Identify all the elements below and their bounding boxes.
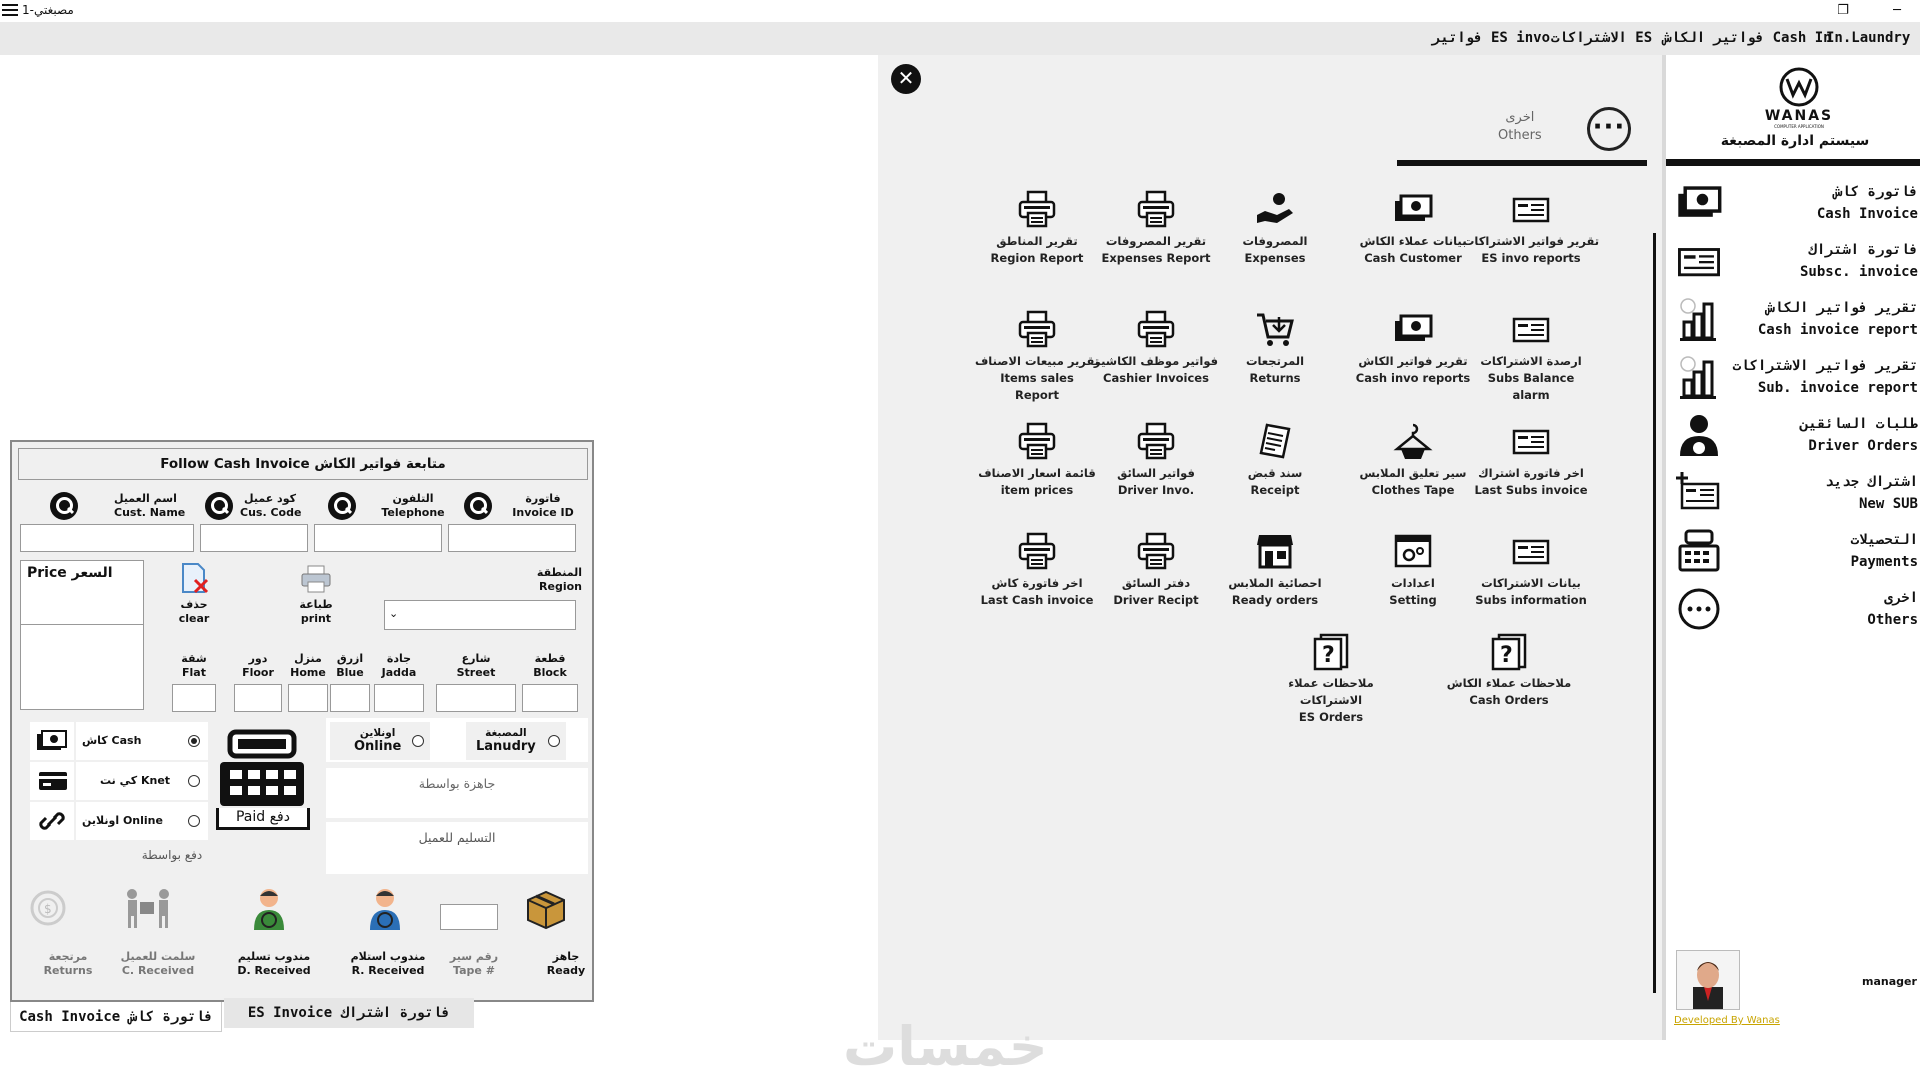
search-header (18, 484, 588, 498)
tile-label-ar: اعدادات (1391, 576, 1435, 590)
avatar (1676, 950, 1740, 1010)
paid-label: Paid دفع (216, 808, 310, 830)
tile-label-en: Receipt (1250, 483, 1300, 497)
price-label: Price السعر (21, 561, 143, 625)
tile-label-en: Expenses Report (1101, 251, 1211, 265)
restore-button[interactable]: ❐ (1837, 3, 1849, 18)
sidebar-item-label (1800, 239, 1918, 283)
address-label-en: Blue (336, 666, 364, 679)
search-invoice-icon[interactable] (464, 492, 492, 520)
sidebar-item-label-en: Payments (1850, 554, 1918, 570)
delete-icon[interactable] (180, 562, 210, 594)
panel-divider (1653, 233, 1656, 993)
tab-es-invoice[interactable]: ES Invoice فاتورة اشتراك (224, 998, 474, 1028)
sidebar (1662, 55, 1920, 1040)
sidebar-item-label (1851, 529, 1918, 573)
address-label-ar: جادة (386, 652, 412, 665)
tile-label-en: Cash Orders (1469, 693, 1549, 707)
others-label-en: Others (1498, 128, 1542, 143)
invoice-id-label (508, 492, 578, 520)
tile-cash-customer[interactable] (1338, 185, 1488, 267)
delivery-box: التسليم للعميل (326, 822, 588, 874)
tile-label-ar: بيانات الاشتراكات (1481, 576, 1581, 590)
cash-icon (1338, 305, 1488, 349)
user-avatar-icon (1677, 951, 1739, 1009)
tile-label-en: Ready orders (1231, 593, 1319, 607)
tile-label-en: Setting (1389, 593, 1437, 607)
sidebar-item-label-en: New SUB (1858, 496, 1918, 512)
tile-cash-invo-reports[interactable] (1338, 305, 1488, 387)
address-label-flat (172, 652, 216, 680)
svg-text:?: ? (1322, 643, 1335, 668)
chart-icon (1676, 296, 1722, 342)
price-box (20, 560, 144, 710)
status-label-en: D. Received (237, 964, 311, 977)
sidebar-item-label-en: Driver Orders (1808, 438, 1918, 454)
search-telephone-icon[interactable] (328, 492, 356, 520)
sidebar-item-label-en: Sub. invoice report (1757, 380, 1918, 396)
cash-register-icon (212, 728, 312, 808)
tile-label-en2: Report (1015, 388, 1059, 402)
printer-icon (962, 417, 1112, 461)
sidebar-item-payments[interactable] (1676, 525, 1918, 577)
laundry-channel-ar: المصبغة (485, 727, 527, 739)
tile-label-en: Driver Invo. (1117, 483, 1195, 497)
tile-region-report[interactable] (962, 185, 1112, 267)
status-label-en: Ready (546, 964, 586, 977)
tile-label-en: Cash invo reports (1355, 371, 1471, 385)
telephone-input[interactable] (314, 524, 442, 552)
sidebar-item-label-en: Cash Invoice (1816, 206, 1918, 222)
cust-name-label (114, 492, 186, 520)
laundry-channel-radio[interactable] (548, 735, 560, 747)
sidebar-item-label (1733, 355, 1918, 399)
question-icon (1434, 627, 1584, 671)
wanas-logo-icon (1777, 65, 1821, 109)
laundry-channel-option[interactable] (466, 722, 566, 760)
sidebar-item-driver-orders[interactable] (1676, 409, 1918, 461)
question-icon (1256, 627, 1406, 671)
printer-icon (962, 305, 1112, 349)
cust-name-label-en: Cust. Name (114, 506, 186, 519)
tile-label-en: Cashier Invoices (1103, 371, 1209, 385)
returns-icon[interactable] (28, 888, 68, 928)
tile-label-en: Subs Balance (1487, 371, 1575, 385)
person-icon (1676, 412, 1722, 458)
logo-subtext: COMPUTER APPLICATION (1774, 124, 1824, 129)
follow-cash-invoice-form (10, 440, 594, 1002)
tile-label-ar: فواتير السائق (1117, 466, 1195, 480)
sidebar-item-label (1758, 297, 1918, 341)
tile-label-en: Cash Customer (1364, 251, 1462, 265)
tile-label-en: Clothes Tape (1371, 483, 1455, 497)
ready-by-box: جاهزة بواسطة (326, 768, 588, 818)
user-name: manager (1862, 975, 1917, 988)
sidebar-item-cash-invoice-report[interactable] (1676, 293, 1918, 345)
dots-icon[interactable]: ··· (1587, 107, 1631, 151)
address-label-street (436, 652, 516, 680)
tile-label-en: ES invo reports (1481, 251, 1581, 265)
sidebar-item-label-en: Cash invoice report (1757, 322, 1918, 338)
region-label (522, 566, 582, 594)
nav-cash-invoices[interactable]: فواتير الكاش Cash In (1663, 30, 1832, 46)
cash-radio[interactable] (188, 735, 200, 747)
tile-label-ar: تقرير فواتير الكاش (1358, 354, 1468, 368)
sidebar-item-label-ar: التحصيلات (1850, 532, 1918, 548)
invoice-id-input[interactable] (448, 524, 576, 552)
status-label-ar: سلمت للعميل (120, 950, 196, 963)
watermark: خمسات (843, 1015, 1048, 1078)
delivery-driver-icon[interactable] (250, 886, 288, 930)
status-label-en: R. Received (351, 964, 425, 977)
tile-cash-orders[interactable] (1434, 627, 1584, 709)
knet-radio[interactable] (188, 775, 200, 787)
tape-number-input[interactable] (440, 904, 498, 930)
address-label-en: Street (456, 666, 496, 679)
region-label-ar: المنطقة (536, 566, 582, 579)
form-title: Follow Cash Invoice متابعة فواتير الكاش (18, 448, 588, 480)
customer-received-icon[interactable] (122, 886, 174, 930)
tile-label-ar: احصائية الملابس (1228, 576, 1322, 590)
sidebar-item-label-ar: تقرير فواتير الاشتراكات (1732, 358, 1918, 374)
status-label-d-received (232, 950, 316, 978)
address-label-en: Home (290, 666, 326, 679)
tile-label-ar: تقرير المناطق (996, 234, 1078, 248)
tile-label-ar: بيانات عملاء الكاش (1359, 234, 1467, 248)
sidebar-item-label-ar: طلبات السائقين (1799, 416, 1918, 432)
tile-label-ar: سند قبض (1247, 466, 1303, 480)
tile-clothes-tape[interactable] (1338, 417, 1488, 499)
sidebar-item-label-ar: تقرير فواتير الكاش (1766, 300, 1918, 316)
others-label-ar: اخرى (1505, 110, 1535, 125)
close-icon[interactable]: ✕ (891, 64, 921, 94)
cash-option[interactable] (76, 722, 208, 760)
tile-item-prices[interactable] (962, 417, 1112, 499)
cust-name-input[interactable] (20, 524, 194, 552)
cash-icon (1676, 180, 1722, 226)
chart-icon (1676, 354, 1722, 400)
address-label-en: Jadda (381, 666, 417, 679)
cus-code-label (240, 492, 300, 520)
tile-label-ar: دفتر السائق (1121, 576, 1191, 590)
svg-text:?: ? (1500, 643, 1513, 668)
nav-in-laundry[interactable]: In.Laundry (1826, 30, 1911, 46)
status-label-en: C. Received (121, 964, 195, 977)
region-label-en: Region (539, 580, 582, 593)
status-label-en: Tape # (453, 964, 495, 977)
status-label-en: Returns (43, 964, 93, 977)
logo-text: WANAS (1764, 108, 1834, 124)
developed-by-link[interactable]: Developed By Wanas (1674, 1015, 1780, 1026)
address-input-home[interactable] (288, 684, 328, 712)
card-icon (1676, 238, 1722, 284)
tile-items-sales[interactable] (962, 305, 1112, 404)
cash-icon (1338, 185, 1488, 229)
others-panel (843, 55, 1662, 1078)
tile-label-ar: سير تعليق الملابس (1359, 466, 1467, 480)
tile-label-ar: ارصدة الاشتراكات (1480, 354, 1582, 368)
top-nav (0, 22, 1920, 55)
region-select[interactable] (384, 600, 576, 630)
sidebar-item-label-ar: فاتورة كاش (1833, 184, 1918, 200)
print-icon[interactable] (300, 564, 332, 594)
tile-label-ar: تقرير المصروفات (1105, 234, 1207, 248)
sidebar-item-label (1825, 471, 1918, 515)
others-underline (1397, 160, 1647, 166)
online-channel-ar: اونلاين (359, 727, 396, 739)
tile-label-en: ES Orders (1298, 710, 1364, 724)
address-label-home (288, 652, 328, 680)
online-option-label: اونلاين Online (82, 814, 163, 827)
online-channel-radio[interactable] (412, 735, 424, 747)
sidebar-item-cash-invoice[interactable] (1676, 177, 1918, 229)
sidebar-item-others[interactable] (1676, 583, 1918, 635)
sidebar-item-label-ar: اخرى (1884, 590, 1918, 606)
search-cus-code-icon[interactable] (205, 492, 233, 520)
tile-label-ar: ملاحظات عملاء الاشتراكات (1288, 676, 1374, 707)
print-label-ar: طباعة (299, 598, 333, 611)
card-plus-icon (1676, 470, 1722, 516)
invoice-id-label-ar: فاتورة (525, 492, 561, 505)
status-label-ar: مندوب استلام (350, 950, 426, 963)
paid-button[interactable] (212, 728, 312, 834)
print-label-en: print (300, 612, 332, 625)
system-title: سيستم ادارة المصبغة (1720, 133, 1870, 149)
address-label-ar: شارع (461, 652, 491, 665)
tile-label-en: Driver Recipt (1113, 593, 1199, 607)
address-input-blue[interactable] (330, 684, 370, 712)
invoice-id-label-en: Invoice ID (512, 506, 574, 519)
sidebar-item-label (1817, 181, 1918, 225)
status-label-ar: رقم سير (449, 950, 499, 963)
status-label-r-received (346, 950, 430, 978)
tile-es-orders[interactable] (1256, 627, 1406, 726)
sidebar-item-subsc-invoice[interactable] (1676, 235, 1918, 287)
address-label-blue (330, 652, 370, 680)
tile-label-ar: اخر فاتورة كاش (991, 576, 1083, 590)
address-label-ar: شقة (181, 652, 207, 665)
address-input-block[interactable] (522, 684, 578, 712)
address-label-ar: منزل (294, 652, 322, 665)
tile-setting[interactable] (1338, 527, 1488, 609)
address-label-ar: ازرق (336, 652, 364, 665)
address-label-en: Block (533, 666, 567, 679)
paid-by-label: دفع بواسطة (141, 848, 203, 862)
others-label (1498, 109, 1542, 145)
status-label-ar: جاهز (552, 950, 580, 963)
sidebar-item-new-sub[interactable] (1676, 467, 1918, 519)
knet-option[interactable] (76, 762, 208, 800)
address-label-block (522, 652, 578, 680)
sidebar-item-label-en: Others (1867, 612, 1918, 628)
ready-box-icon[interactable] (524, 886, 568, 930)
cust-name-label-ar: اسم العميل (114, 492, 177, 505)
status-label-returns (26, 950, 110, 978)
minimize-button[interactable]: ─ (1893, 3, 1901, 18)
tile-label-ar: تقرير مبيعات الاصناف (974, 354, 1100, 368)
tile-label-en: Last Subs invoice (1474, 483, 1588, 497)
cash-icon-box (30, 722, 74, 760)
settings-icon (1338, 527, 1488, 571)
title-bar (0, 0, 1920, 22)
tile-label-en: Subs information (1475, 593, 1587, 607)
tile-label-en: item prices (1000, 483, 1074, 497)
svg-text:$: $ (44, 902, 52, 916)
status-label-ready (524, 950, 608, 978)
nav-subscriptions[interactable]: الاشتراكات ES (1551, 30, 1653, 46)
sidebar-underline (1666, 159, 1920, 166)
cus-code-label-ar: كود عميل (244, 492, 296, 505)
status-label-ar: مندوب تسليم (237, 950, 311, 963)
status-label-ar: مرتجعة (48, 950, 88, 963)
tile-label-en2: alarm (1512, 388, 1550, 402)
cus-code-label-en: Cus. Code (240, 506, 302, 519)
status-label-c-received (116, 950, 200, 978)
address-label-ar: قطعة (534, 652, 566, 665)
online-icon-box (30, 802, 74, 840)
telephone-label (378, 492, 448, 520)
tile-label-en: Returns (1249, 371, 1301, 385)
tile-last-cash-invoice[interactable] (962, 527, 1112, 609)
search-cust-name-icon[interactable] (50, 492, 78, 520)
address-input-street[interactable] (436, 684, 516, 712)
clear-label-en: clear (178, 612, 210, 625)
sidebar-item-label-ar: فاتورة اشتراك (1808, 242, 1918, 258)
tile-label-ar: اخر فاتورة اشتراك (1478, 466, 1584, 480)
address-input-jadda[interactable] (374, 684, 424, 712)
online-channel-en: Online (354, 739, 402, 754)
address-input-flat[interactable] (172, 684, 216, 712)
print-button[interactable] (296, 598, 336, 626)
cash-icon (36, 730, 68, 752)
online-option[interactable] (76, 802, 208, 840)
tile-label-en: Items sales (1000, 371, 1074, 385)
sidebar-item-label (1867, 587, 1918, 631)
tile-label-ar: المرتجعات (1245, 354, 1305, 368)
address-label-jadda (374, 652, 424, 680)
knet-option-label: كي نت Knet (100, 774, 171, 787)
sidebar-item-label-ar: اشتراك جديد (1825, 474, 1918, 490)
tile-label-en: Region Report (990, 251, 1084, 265)
online-channel-option[interactable] (330, 722, 430, 760)
cus-code-input[interactable] (200, 524, 308, 552)
tile-label-ar: فواتير موظف الكاشير (1093, 354, 1219, 368)
wanas-logo (1764, 65, 1834, 129)
cash-option-label: كاش Cash (82, 734, 142, 747)
clear-button[interactable] (174, 598, 214, 626)
address-label-ar: دور (248, 652, 268, 665)
address-label-floor (234, 652, 282, 680)
printer-icon (962, 185, 1112, 229)
tile-label-ar: قائمة اسعار الاصناف (978, 466, 1096, 480)
sidebar-item-label (1800, 413, 1918, 457)
link-icon (38, 808, 66, 834)
tile-label-en: Expenses (1244, 251, 1306, 265)
address-label-en: Floor (242, 666, 274, 679)
online-radio[interactable] (188, 815, 200, 827)
hanger-icon (1338, 417, 1488, 461)
tab-cash-invoice[interactable]: Cash Invoice فاتورة كاش (10, 1002, 222, 1032)
nav-es-invoices[interactable]: فواتير ES invo (1432, 30, 1551, 46)
address-label-en: Flat (182, 666, 206, 679)
telephone-label-ar: التلفون (392, 492, 434, 505)
dots-icon (1676, 586, 1722, 632)
telephone-label-en: Telephone (381, 506, 445, 519)
window-title: مصبغتي-1 (22, 3, 74, 17)
tile-label-en: Last Cash invoice (980, 593, 1094, 607)
tile-label-ar: المصروفات (1242, 234, 1308, 248)
address-input-floor[interactable] (234, 684, 282, 712)
register-icon (1676, 528, 1722, 574)
status-label-tape (432, 950, 516, 978)
chevron-down-icon: ⌄ (389, 607, 399, 620)
tile-label-ar: ملاحظات عملاء الكاش (1446, 676, 1572, 690)
credit-card-icon (38, 771, 68, 791)
laundry-channel-en: Lanudry (476, 739, 536, 754)
printer-icon (962, 527, 1112, 571)
clear-label-ar: حذف (180, 598, 208, 611)
sidebar-item-label-en: Subsc. invoice (1799, 264, 1918, 280)
menu-icon[interactable] (2, 4, 18, 16)
sidebar-item-sub-invoice-report[interactable] (1676, 351, 1918, 403)
knet-icon-box (30, 762, 74, 800)
receive-driver-icon[interactable] (366, 886, 404, 930)
tile-label-ar: تقرير فواتير الاشتراكات (1462, 234, 1600, 248)
